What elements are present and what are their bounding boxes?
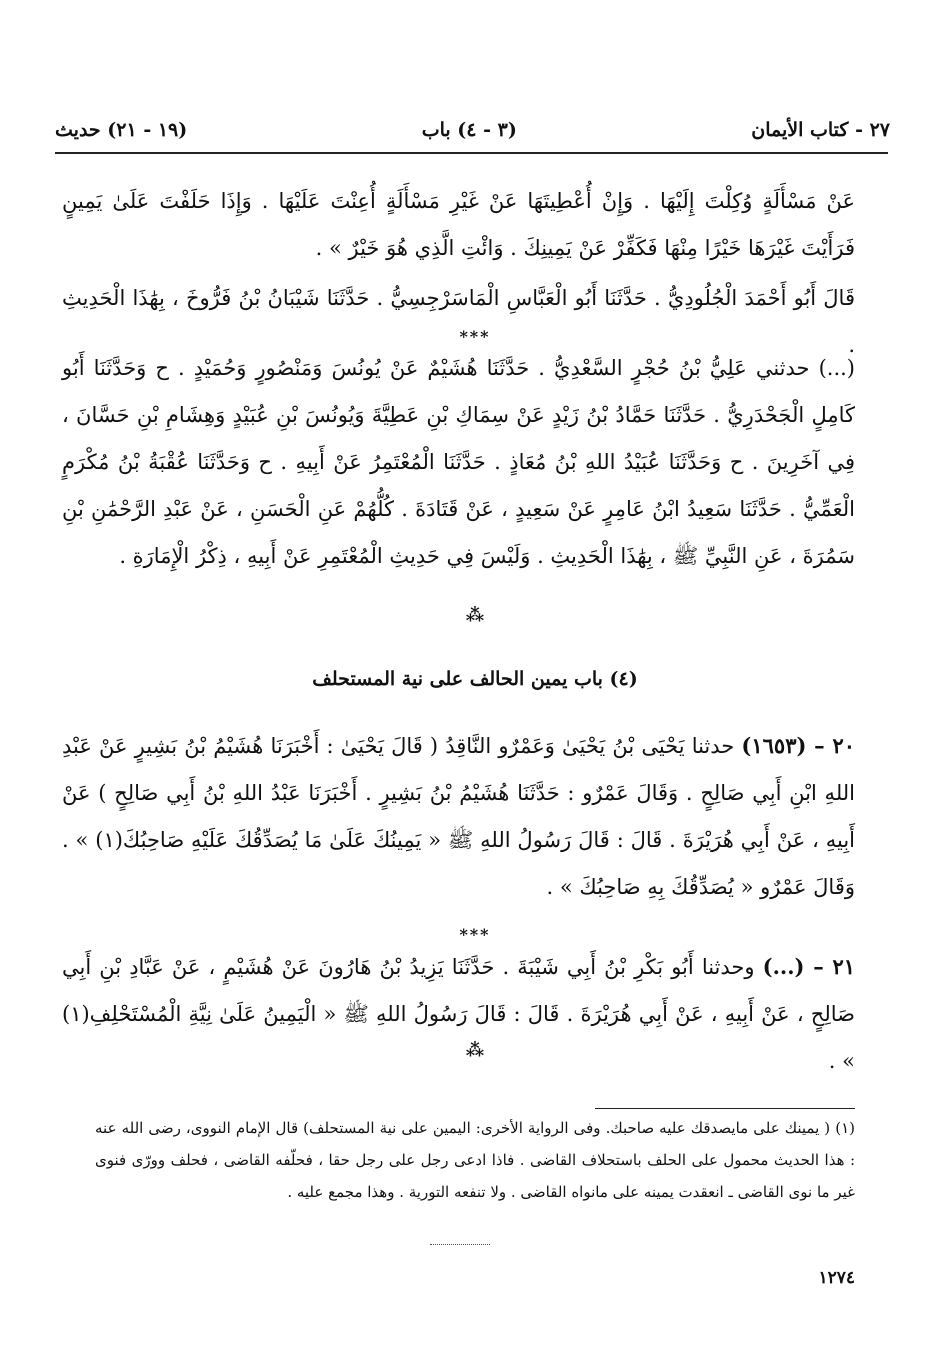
paragraph-narrator-note: قَالَ أَبُو أَحْمَدَ الْجُلُودِيُّ . حَدَّثَنَا أَبُو الْعَبَّاسِ الْمَاسَرْجِسِيُّ . حَدَّثَنَا شَيْبَانُ بْنُ فَرُّوخَ ، بِهَٰذَا الْحَدِيثِ . bbox=[62, 286, 855, 357]
hadith-21 bbox=[62, 943, 855, 1085]
header-rule bbox=[55, 152, 888, 154]
header-chapter-range: (٣ - ٤) باب bbox=[421, 119, 517, 141]
hadith-21-text: وحدثنا أَبُو بَكْرِ بْنُ أَبِي شَيْبَةَ . حَدَّثَنَا يَزِيدُ بْنُ هَارُونَ عَنْ هُشَيْمٍ ، عَنْ عَبَّادِ بْنِ أَبِي صَالِحٍ ، عَنْ أَبِيهِ ، عَنْ أَبِي هُرَيْرَةَ . قَالَ : قَالَ رَسُولُ اللهِ ﷺ « الْيَمِينُ عَلَىٰ نِيَّةِ الْمُسْتَحْلِفِ(١) » . bbox=[62, 955, 855, 1073]
paragraph-chain-of-narration: (...) حدثني عَلِيُّ بْنُ حُجْرٍ السَّعْدِيُّ . حَدَّثَنَا هُشَيْمٌ عَنْ يُونُسَ وَمَنْصُورٍ وَحُمَيْدٍ . ح وَحَدَّثَنَا أَبُو كَامِلٍ الْجَحْدَرِيُّ . حَدَّثَنَا حَمَّادُ بْنُ زَيْدٍ عَنْ سِمَاكِ بْنِ عَطِيَّةَ وَيُونُسَ بْنِ عُبَيْدٍ وَهِشَامِ بْنِ حَسَّانَ ، فِي آخَرِينَ . ح وَحَدَّثَنَا عُبَيْدُ اللهِ بْنُ مُعَاذٍ . حَدَّثَنَا الْمُعْتَمِرُ عَنْ أَبِيهِ . ح وَحَدَّثَنَا عُقْبَةُ بْنُ مُكْرَمٍ الْعَمِّيُّ . حَدَّثَنَا سَعِيدُ ابْنُ عَامِرٍ عَنْ سَعِيدٍ ، عَنْ قَتَادَةَ . كُلُّهُمْ عَنِ الْحَسَنِ ، عَنْ عَبْدِ الرَّحْمَٰنِ بْنِ سَمُرَةَ ، عَنِ النَّبِيِّ ﷺ ، بِهَٰذَا الْحَدِيثِ . وَلَيْسَ فِي حَدِيثِ الْمُعْتَمِرِ عَنْ أَبِيهِ ، ذِكْرُ الْإِمَارَةِ . bbox=[62, 356, 855, 568]
separator-stars-2: *** bbox=[459, 925, 491, 944]
header-book-title: ٢٧ - كتاب الأيمان bbox=[751, 119, 890, 141]
hadith-21-number: ٢١ – (...) bbox=[762, 954, 855, 979]
chapter-title: (٤) باب يمين الحالف على نية المستحلف bbox=[312, 668, 638, 690]
separator-asterism: ⁂ bbox=[465, 605, 485, 626]
separator-stars: *** bbox=[459, 327, 491, 346]
footnote-rule bbox=[595, 1108, 855, 1109]
separator-asterism-2: ⁂ bbox=[465, 1040, 485, 1061]
hadith-20 bbox=[62, 722, 855, 911]
page-number: ١٢٧٤ bbox=[818, 1268, 855, 1288]
header-hadith-range: (١٩ - ٢١) حديث bbox=[55, 119, 188, 141]
bottom-dotted-mark bbox=[430, 1244, 490, 1245]
paragraph-continuation: عَنْ مَسْأَلَةٍ وُكِلْتَ إِلَيْهَا . وَإِنْ أُعْطِيتَهَا عَنْ غَيْرِ مَسْأَلَةٍ أُعِنْتَ عَلَيْهَا . وَإِذَا حَلَفْتَ عَلَىٰ يَمِينٍ فَرَأَيْتَ غَيْرَهَا خَيْرًا مِنْهَا فَكَفِّرْ عَنْ يَمِينِكَ . وَائْتِ الَّذِي هُوَ خَيْرٌ » . bbox=[62, 189, 855, 260]
running-header bbox=[55, 110, 890, 150]
hadith-20-text: حدثنا يَحْيَى بْنُ يَحْيَىٰ وَعَمْرٌو النَّاقِدُ ( قَالَ يَحْيَىٰ : أَخْبَرَنَا هُشَيْمُ بْنُ بَشِيرٍ عَنْ عَبْدِ اللهِ ابْنِ أَبِي صَالِحٍ . وَقَالَ عَمْرٌو : حَدَّثَنَا هُشَيْمُ بْنُ بَشِيرٍ . أَخْبَرَنَا عَبْدُ اللهِ بْنُ أَبِي صَالِحٍ ) عَنْ أَبِيهِ ، عَنْ أَبِي هُرَيْرَةَ . قَالَ : قَالَ رَسُولُ اللهِ ﷺ « يَمِينُكَ عَلَىٰ مَا يُصَدِّقُكَ عَلَيْهِ صَاحِبُكَ(١) » . وَقَالَ عَمْرٌو « يُصَدِّقُكَ بِهِ صَاحِبُكَ » . bbox=[62, 734, 855, 899]
hadith-20-number: ٢٠ – (١٦٥٣) bbox=[741, 733, 855, 758]
footnote: (١) ( يمينك على مايصدقك عليه صاحبك. وفى الرواية الأخرى: اليمين على نية المستحلف) قال الإمام النووى، رضى الله عنه : هذا الحديث محمول على الحلف باستحلاف القاضى . فاذا ادعى رجل على رجل حقا ، فحلّفه القاضى ، فحلف وورّى فنوى غير ما نوى القاضى ـ انعقدت يمينه على مانواه القاضى . ولا تنفعه التورية . وهذا مجمع عليه . bbox=[95, 1119, 855, 1201]
